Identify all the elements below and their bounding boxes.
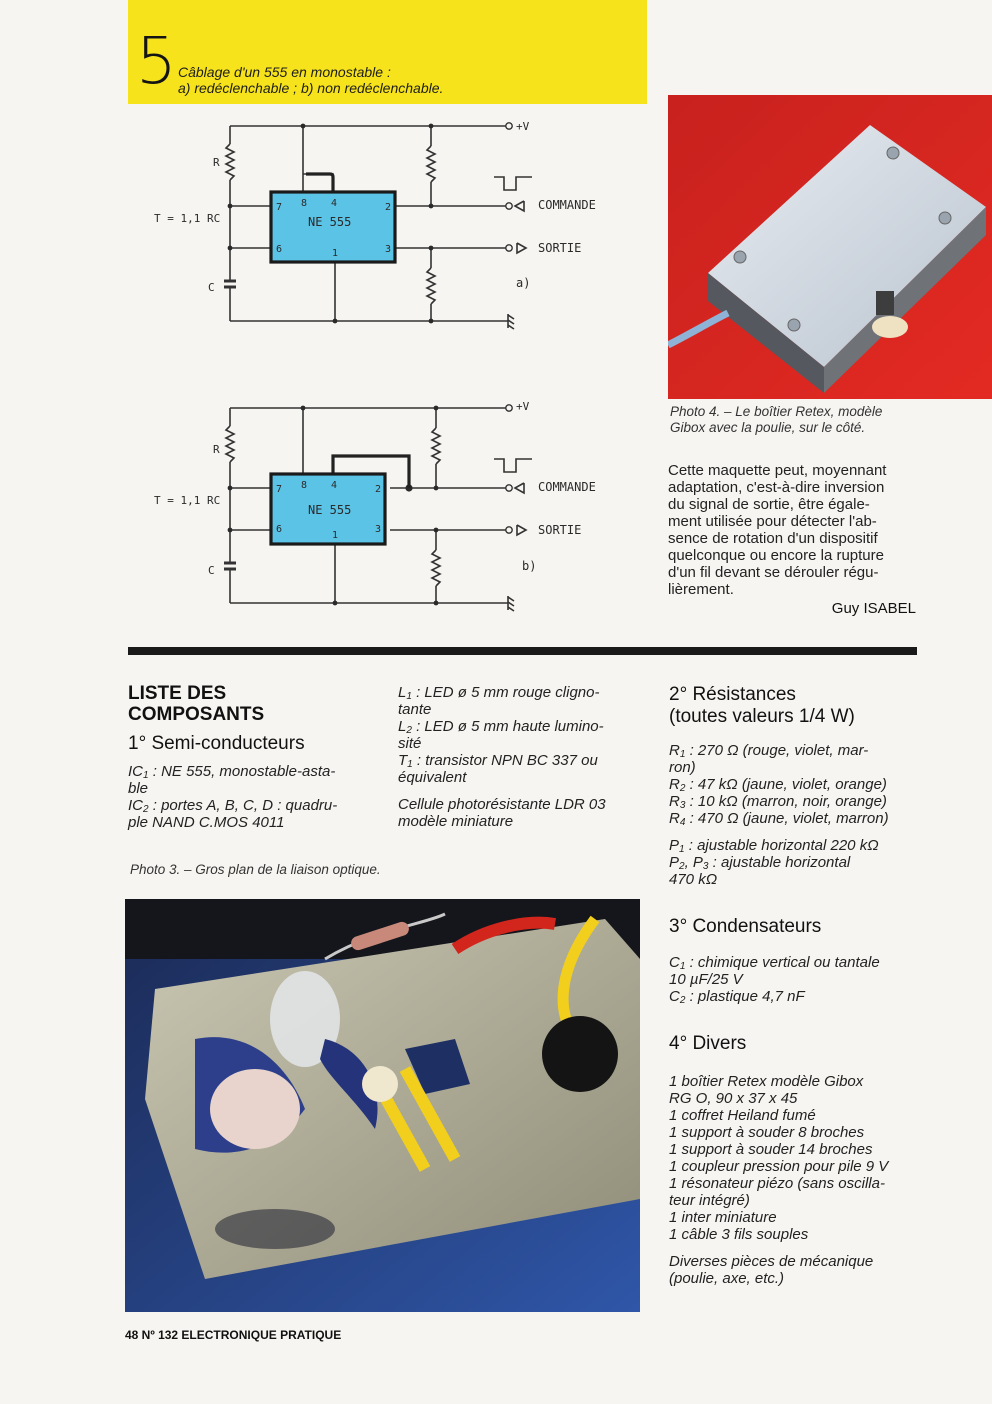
section-heading-resistances-sub: (toutes valeurs 1/4 W) xyxy=(669,706,855,727)
divers-item: 1 coupleur pression pour pile 9 V xyxy=(669,1158,889,1175)
caption-line: Photo 4. – Le boîtier Retex, modèle xyxy=(670,404,883,419)
component-t1 xyxy=(398,752,648,769)
divers-item: 1 support à souder 14 broches xyxy=(669,1141,873,1158)
component-r3 xyxy=(669,793,917,810)
pin-number: 2 xyxy=(375,484,382,495)
supply-label: +V xyxy=(516,120,530,133)
pin-number: 6 xyxy=(276,524,283,535)
circuit-diagram-a xyxy=(128,110,647,340)
desc: : chimique vertical ou tantale xyxy=(685,954,880,971)
desc: : transistor NPN BC 337 ou xyxy=(412,752,598,769)
divers-misc-cont: (poulie, axe, etc.) xyxy=(669,1270,785,1287)
parts-list-title: COMPOSANTS xyxy=(128,704,265,725)
timing-formula: T = 1,1 RC xyxy=(154,212,221,225)
component-ldr: Cellule photorésistante LDR 03 xyxy=(398,796,606,813)
timing-formula: T = 1,1 RC xyxy=(154,494,221,507)
desc: : portes A, B, C, D : quadru- xyxy=(148,797,338,814)
desc: : 47 kΩ (jaune, violet, orange) xyxy=(685,776,887,793)
output-label: SORTIE xyxy=(538,523,582,537)
component-ic1 xyxy=(128,763,378,780)
section-heading-divers: 4° Divers xyxy=(669,1033,747,1054)
ref: T xyxy=(398,752,408,769)
divers-item: 1 câble 3 fils souples xyxy=(669,1226,809,1243)
divers-item: teur intégré) xyxy=(669,1192,750,1209)
component-c1-cont: 10 µF/25 V xyxy=(669,971,743,988)
divers-misc: Diverses pièces de mécanique xyxy=(669,1253,874,1270)
pin-number: 6 xyxy=(276,244,283,255)
component-l2-cont: sité xyxy=(398,735,422,752)
pin-number: 4 xyxy=(331,198,338,209)
page-footer: 48 Nº 132 ELECTRONIQUE PRATIQUE xyxy=(125,1328,342,1342)
ref-sub: 1 xyxy=(143,770,149,781)
component-t1-cont: équivalent xyxy=(398,769,467,786)
component-p1 xyxy=(669,837,917,854)
section-heading-resistances: 2° Résistances xyxy=(669,684,796,705)
ref-sub: 1 xyxy=(679,844,685,855)
component-c1 xyxy=(669,954,917,971)
ref: L xyxy=(398,718,407,735)
command-label: COMMANDE xyxy=(538,198,596,212)
component-ic2 xyxy=(128,797,378,814)
paragraph-line: ment utilisée pour détecter l'ab- xyxy=(668,513,877,530)
paragraph-line: sence de rotation d'un dispositif xyxy=(668,530,878,547)
component-p2-p3-cont: 470 kΩ xyxy=(669,871,718,888)
divers-item: 1 résonateur piézo (sans oscilla- xyxy=(669,1175,885,1192)
divers-item: 1 boîtier Retex modèle Gibox xyxy=(669,1073,864,1090)
paragraph-line: quelconque ou encore la rupture xyxy=(668,547,884,564)
desc: : plastique 4,7 nF xyxy=(685,988,805,1005)
figure-caption xyxy=(178,64,443,96)
parts-list-column-2 xyxy=(398,684,648,830)
desc: : ajustable horizontal 220 kΩ xyxy=(684,837,879,854)
paragraph-line: Cette maquette peut, moyennant xyxy=(668,462,887,479)
parts-list-title: LISTE DES xyxy=(128,683,227,704)
component-ldr-cont: modèle miniature xyxy=(398,813,514,830)
ref: P xyxy=(669,854,680,871)
pin-number: 2 xyxy=(385,202,392,213)
photo-optical-link xyxy=(125,899,640,1312)
component-ic1-cont: ble xyxy=(128,780,149,797)
ref-sub: 3 xyxy=(702,861,709,872)
ref-sub: 1 xyxy=(679,961,686,972)
photo3-caption: Photo 3. – Gros plan de la liaison optique. xyxy=(130,862,381,877)
author-signature: Guy ISABEL xyxy=(831,600,916,617)
divers-item: 1 coffret Heiland fumé xyxy=(669,1107,816,1124)
desc: : 270 Ω (rouge, violet, mar- xyxy=(685,742,869,759)
parts-list-column-1 xyxy=(128,683,378,831)
component-r1 xyxy=(669,742,917,759)
ref-sub: 4 xyxy=(679,817,686,828)
ref: P xyxy=(669,837,680,854)
desc: : NE 555, monostable-asta- xyxy=(148,763,336,780)
component-l1 xyxy=(398,684,648,701)
figure-number: 5 xyxy=(136,25,177,99)
output-label: SORTIE xyxy=(538,241,582,255)
desc: : ajustable horizontal xyxy=(708,854,851,871)
resistor-label: R xyxy=(213,156,220,169)
paragraph-line: du signal de sortie, être égale- xyxy=(668,496,870,513)
divers-item: 1 support à souder 8 broches xyxy=(669,1124,865,1141)
ref: IC xyxy=(128,763,143,780)
ref-sub: 2 xyxy=(679,861,685,872)
ref-sub: 1 xyxy=(406,691,412,702)
paragraph-line: d'un fil devant se dérouler régu- xyxy=(668,564,879,581)
figure-caption-line: Câblage d'un 555 en monostable : xyxy=(178,64,391,80)
photo4-caption xyxy=(670,404,920,436)
component-l2 xyxy=(398,718,648,735)
component-l1-cont: tante xyxy=(398,701,432,718)
divers-item: 1 inter miniature xyxy=(669,1209,777,1226)
ref-sub: 2 xyxy=(143,804,149,815)
circuit-sublabel: b) xyxy=(522,559,537,573)
desc: : LED ø 5 mm haute lumino- xyxy=(411,718,604,735)
ref-sub: 2 xyxy=(679,783,686,794)
ref: L xyxy=(398,684,407,701)
article-paragraph xyxy=(668,462,916,617)
pin-number: 8 xyxy=(301,480,308,491)
ref-sub: 2 xyxy=(679,995,686,1006)
ref-sub: 1 xyxy=(407,759,413,770)
ref-sub: 3 xyxy=(679,800,686,811)
component-r2 xyxy=(669,776,917,793)
ref: R xyxy=(669,810,680,827)
figure-caption-line: a) redéclenchable ; b) non redéclenchable. xyxy=(178,80,444,96)
ref: R xyxy=(669,776,680,793)
pin-number: 7 xyxy=(276,484,283,495)
paragraph-line: lièrement. xyxy=(668,581,734,598)
ref: R xyxy=(669,742,680,759)
section-heading-semi: 1° Semi-conducteurs xyxy=(128,733,305,754)
figure-header xyxy=(128,0,647,104)
caption-line: Gibox avec la poulie, sur le côté. xyxy=(670,420,866,435)
pin-number: 3 xyxy=(385,244,392,255)
component-p2-p3 xyxy=(669,854,917,871)
pin-number: 1 xyxy=(332,530,339,541)
circuit-sublabel: a) xyxy=(516,276,531,290)
ref: , P xyxy=(684,854,703,871)
command-label: COMMANDE xyxy=(538,480,596,494)
chip-label: NE 555 xyxy=(308,215,352,229)
section-heading-condensateurs: 3° Condensateurs xyxy=(669,916,822,937)
divers-item: RG O, 90 x 37 x 45 xyxy=(669,1090,798,1107)
desc: : LED ø 5 mm rouge cligno- xyxy=(411,684,600,701)
desc: : 470 Ω (jaune, violet, marron) xyxy=(685,810,889,827)
circuit-diagram-b xyxy=(128,392,647,622)
component-r1-cont: ron) xyxy=(669,759,696,776)
capacitor-label: C xyxy=(208,281,215,294)
capacitor-label: C xyxy=(208,564,215,577)
ref: IC xyxy=(128,797,143,814)
parts-list-column-3 xyxy=(669,684,917,1287)
pin-number: 1 xyxy=(332,248,339,259)
paragraph-line: adaptation, c'est-à-dire inversion xyxy=(668,479,885,496)
pin-number: 7 xyxy=(276,202,283,213)
resistor-label: R xyxy=(213,443,220,456)
component-c2 xyxy=(669,988,917,1005)
ref-sub: 1 xyxy=(679,749,686,760)
photo-retex-box-image xyxy=(668,95,992,399)
pin-number: 3 xyxy=(375,524,382,535)
ref: C xyxy=(669,988,680,1005)
desc: : 10 kΩ (marron, noir, orange) xyxy=(685,793,887,810)
photo-optical-link-image xyxy=(125,899,640,1312)
section-divider xyxy=(128,647,917,655)
component-r4 xyxy=(669,810,917,827)
chip-label: NE 555 xyxy=(308,503,352,517)
pin-number: 4 xyxy=(331,480,338,491)
supply-label: +V xyxy=(516,400,530,413)
ref-sub: 2 xyxy=(406,725,412,736)
ref: R xyxy=(669,793,680,810)
ref: C xyxy=(669,954,680,971)
component-ic2-cont: ple NAND C.MOS 4011 xyxy=(128,814,285,831)
photo-retex-box xyxy=(668,95,992,399)
pin-number: 8 xyxy=(301,198,308,209)
